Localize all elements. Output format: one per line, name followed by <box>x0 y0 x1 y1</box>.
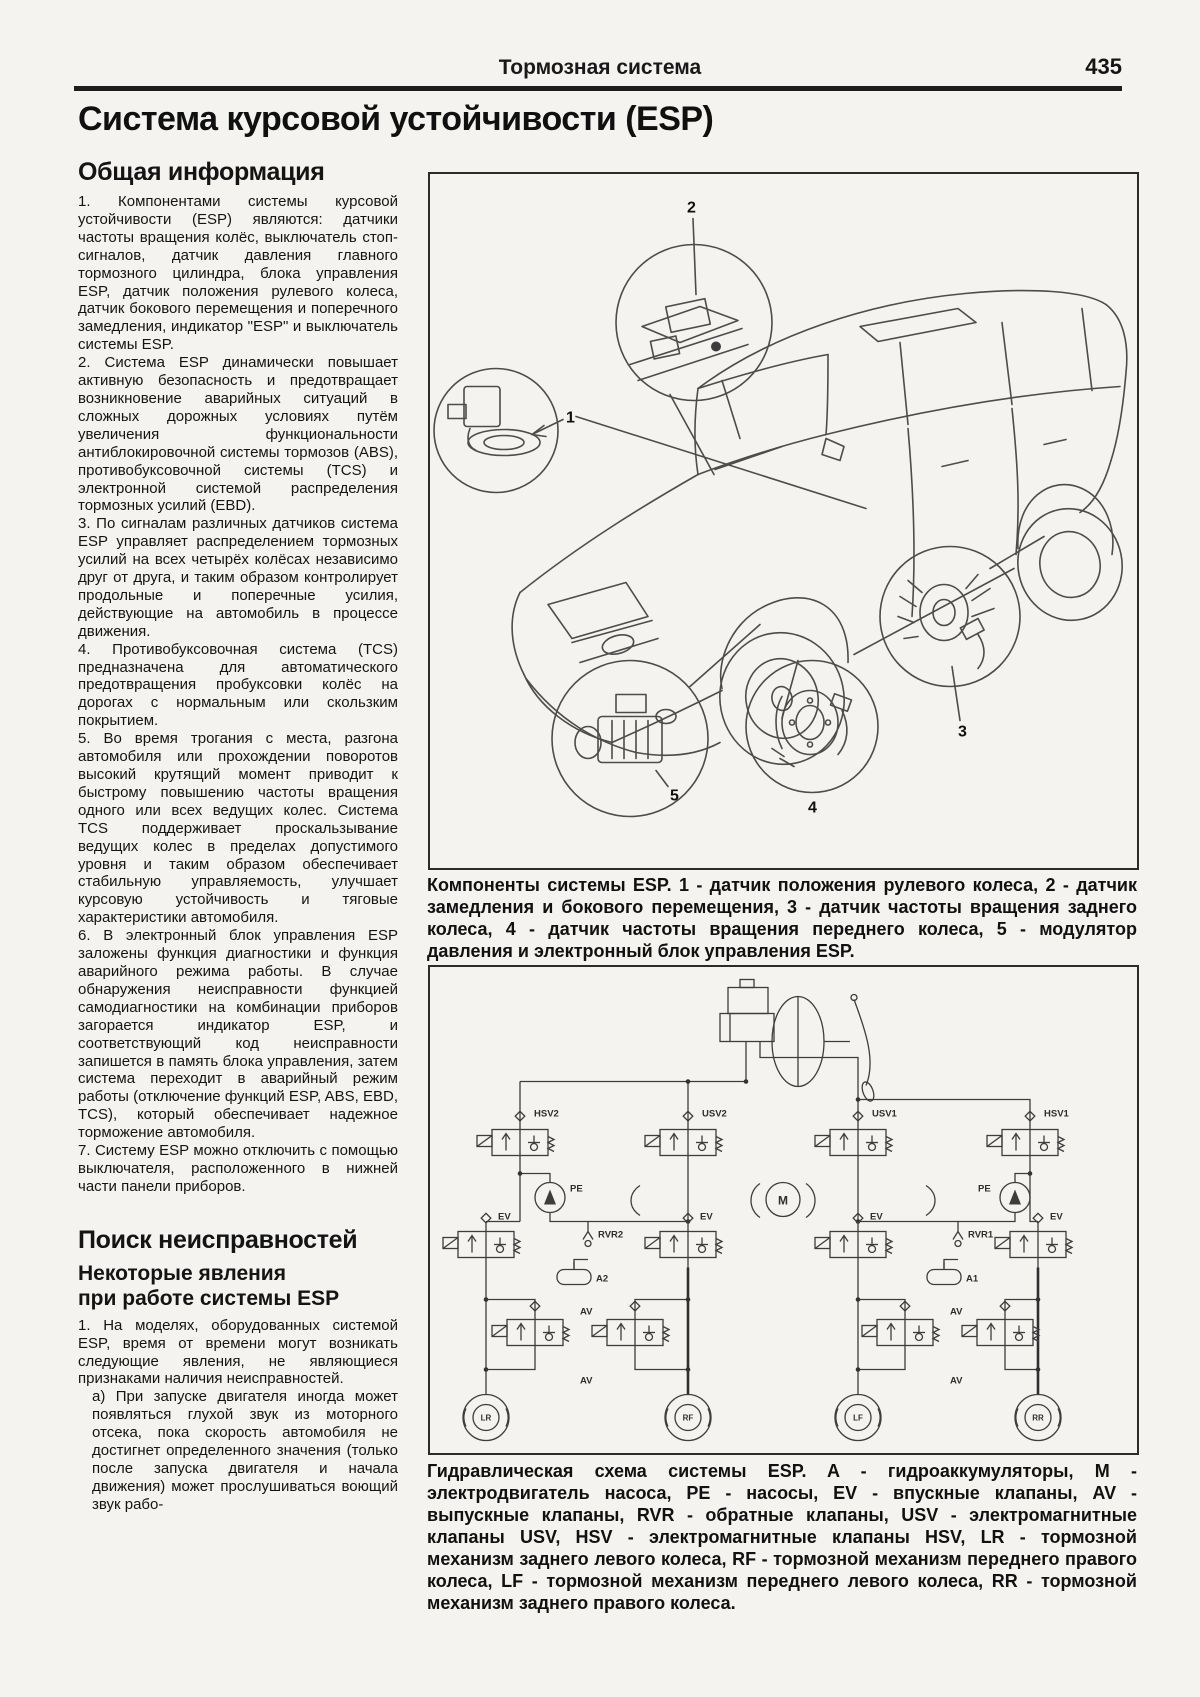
label-pe-right: PE <box>978 1183 991 1195</box>
callout-number-2: 2 <box>687 199 696 217</box>
car-illustration <box>512 291 1132 776</box>
general-info-heading: Общая информация <box>78 158 325 186</box>
label-hsv2: HSV2 <box>534 1108 559 1120</box>
paragraph: 5. Во время трогания с места, разгона автомобиля или прохождении поворотов высокий крутящий момент приводит к быстрому повышению частоты вращения одного или всех ведущих колес. Система TCS поддерживает проскальзывание ведущих колес в пределах допустимого уровня и таким образом обеспечивает стабильную управляемость, улучшает курсовую устойчивость и тяговые характеристики автомобиля. <box>78 730 398 927</box>
label-ev-1: EV <box>498 1211 511 1223</box>
callout-number-1: 1 <box>566 409 575 427</box>
label-ev-4: EV <box>1050 1211 1063 1223</box>
callout-3-rear-wheel-sensor <box>880 537 1044 721</box>
page-number: 435 <box>1085 54 1122 79</box>
label-pe-left: PE <box>570 1183 583 1195</box>
page-title: Система курсовой устойчивости (ESP) <box>78 100 714 138</box>
troubleshooting-heading: Поиск неисправностей <box>78 1225 358 1254</box>
label-av-left: AV <box>580 1306 593 1318</box>
paragraph: 7. Систему ESP можно отключить с помощью выключателя, расположенного в нижней части панели приборов. <box>78 1142 398 1195</box>
paragraph: 2. Система ESP динамически повышает активную безопасность и предотвращает возникновение аварийных ситуаций в сложных дорожных условиях путём увеличения функциональности антиблокировочной системы тормозов (ABS), противобуксовочной системы (TCS) и электронной системой распределения тормозных усилий (EBD). <box>78 354 398 515</box>
paragraph: 4. Противобуксовочная система (TCS) предназначена для автоматического предотвращения пробуксовки колёс на дорогах с нормальным или скользким покрытием. <box>78 640 398 730</box>
label-lr: LR <box>480 1413 492 1423</box>
callout-number-5: 5 <box>670 787 679 805</box>
car-diagram-svg <box>430 174 1137 868</box>
troubleshooting-section <box>78 1226 398 1514</box>
label-ev-2: EV <box>700 1211 713 1223</box>
label-usv1: USV1 <box>872 1108 897 1120</box>
label-a1: A1 <box>966 1273 979 1285</box>
accumulator-a2 <box>557 1262 591 1285</box>
label-lf: LF <box>853 1413 863 1423</box>
pump-right <box>1000 1183 1030 1213</box>
paragraph: 3. По сигналам различных датчиков система ESP управляет распределением тормозных усилий на всех четырёх колёсах независимо друг от друга, и таким образом контролирует продольные и поперечные усилия, действующие на автомобиль в процессе движения. <box>78 515 398 640</box>
hydraulic-schematic-figure <box>428 965 1139 1455</box>
label-rvr2: RVR2 <box>598 1229 624 1241</box>
pump-left <box>535 1183 565 1213</box>
crescent-right <box>926 1186 935 1216</box>
label-rr: RR <box>1032 1413 1044 1423</box>
callout-1-steering-sensor <box>434 369 866 509</box>
paragraph: 6. В электронный блок управления ESP заложены функция диагностики и функция аварийного режима работы. В случае обнаружения неисправности функцией самодиагностики на комбинации приборов загорается индикатор ESP, и соответствующий код неисправности запишется в память блока управления, затем система переходит в аварийный режим работы (отключение функций ESP, ABS, EBD, TCS), который обеспечивает надежное торможение автомобиля. <box>78 927 398 1142</box>
header-rule <box>74 86 1122 91</box>
valve-av-4 <box>962 1301 1039 1355</box>
troubleshooting-subheading-line1: Некоторые явления <box>78 1261 286 1285</box>
label-av-right: AV <box>950 1306 963 1318</box>
figure1-caption: Компоненты системы ESP. 1 - датчик положения рулевого колеса, 2 - датчик замедления и бокового перемещения, 3 - датчик частоты вращения заднего колеса, 4 - датчик частоты вращения переднего колеса, 5 - модулятор давления и электронный блок управления ESP. <box>427 875 1137 961</box>
figure2-caption: Гидравлическая схема системы ESP. A - гидроаккумуляторы, M - электродвигатель насоса, PE - насосы, EV - впускные клапаны, AV - выпускные клапаны, RVR - обратные клапаны, USV - электромагнитные клапаны USV, HSV - электромагнитные клапаны HSV, LR - тормозной механизм заднего левого колеса, RF - тормозной механизм переднего правого колеса, LF - тормозной механизм переднего левого колеса, RR - тормозной механизм заднего правого колеса. <box>427 1461 1137 1613</box>
valve-av-3 <box>862 1301 939 1355</box>
label-rf: RF <box>682 1413 694 1423</box>
crescent-left <box>631 1186 640 1216</box>
label-av-left2: AV <box>580 1375 593 1387</box>
label-rvr1: RVR1 <box>968 1229 994 1241</box>
troubleshooting-subheading-line2: при работе системы ESP <box>78 1286 340 1310</box>
paragraph: 1. Компонентами системы курсовой устойчивости (ESP) являются: датчики частоты вращения колёс, выключатель стоп-сигналов, датчик давления главного тормозного цилиндра, блока управления ESP, датчик положения рулевого колеса, датчик бокового перемещения и поперечного замедления, индикатор "ESP" и выключатель системы ESP. <box>78 193 398 354</box>
label-av-right2: AV <box>950 1375 963 1387</box>
master-cylinder-assembly <box>720 980 876 1103</box>
callout-4-front-wheel-sensor <box>746 661 878 793</box>
paragraph: 1. На моделях, оборудованных системой ESP, время от времени могут возникать следующие явления, не являющиеся признаками наличия неисправностей. <box>78 1316 398 1388</box>
callout-number-3: 3 <box>958 723 967 741</box>
label-ev-3: EV <box>870 1211 883 1223</box>
esp-components-figure <box>428 172 1139 870</box>
callout-number-4: 4 <box>808 799 817 817</box>
left-text-column <box>78 158 398 1514</box>
callout-5-modulator <box>552 625 760 817</box>
accumulator-a1 <box>927 1262 961 1285</box>
check-valve-rvr2 <box>583 1226 593 1247</box>
page-header-section: Тормозная система <box>498 56 702 79</box>
label-motor: M <box>778 1193 788 1208</box>
label-hsv1: HSV1 <box>1044 1108 1069 1120</box>
valve-av-2 <box>592 1301 669 1355</box>
label-usv2: USV2 <box>702 1108 727 1120</box>
label-a2: A2 <box>596 1273 609 1285</box>
check-valve-rvr1 <box>953 1226 963 1247</box>
hydraulic-schematic-svg <box>430 967 1137 1453</box>
valve-av-1 <box>492 1301 569 1355</box>
paragraph: а) При запуске двигателя иногда может появляться глухой звук из моторного отсека, пока скорость автомобиля не достигнет определенного значения (только после запуска двигателя и начала движения) может прослушиваться воющий звук рабо- <box>92 1388 398 1513</box>
